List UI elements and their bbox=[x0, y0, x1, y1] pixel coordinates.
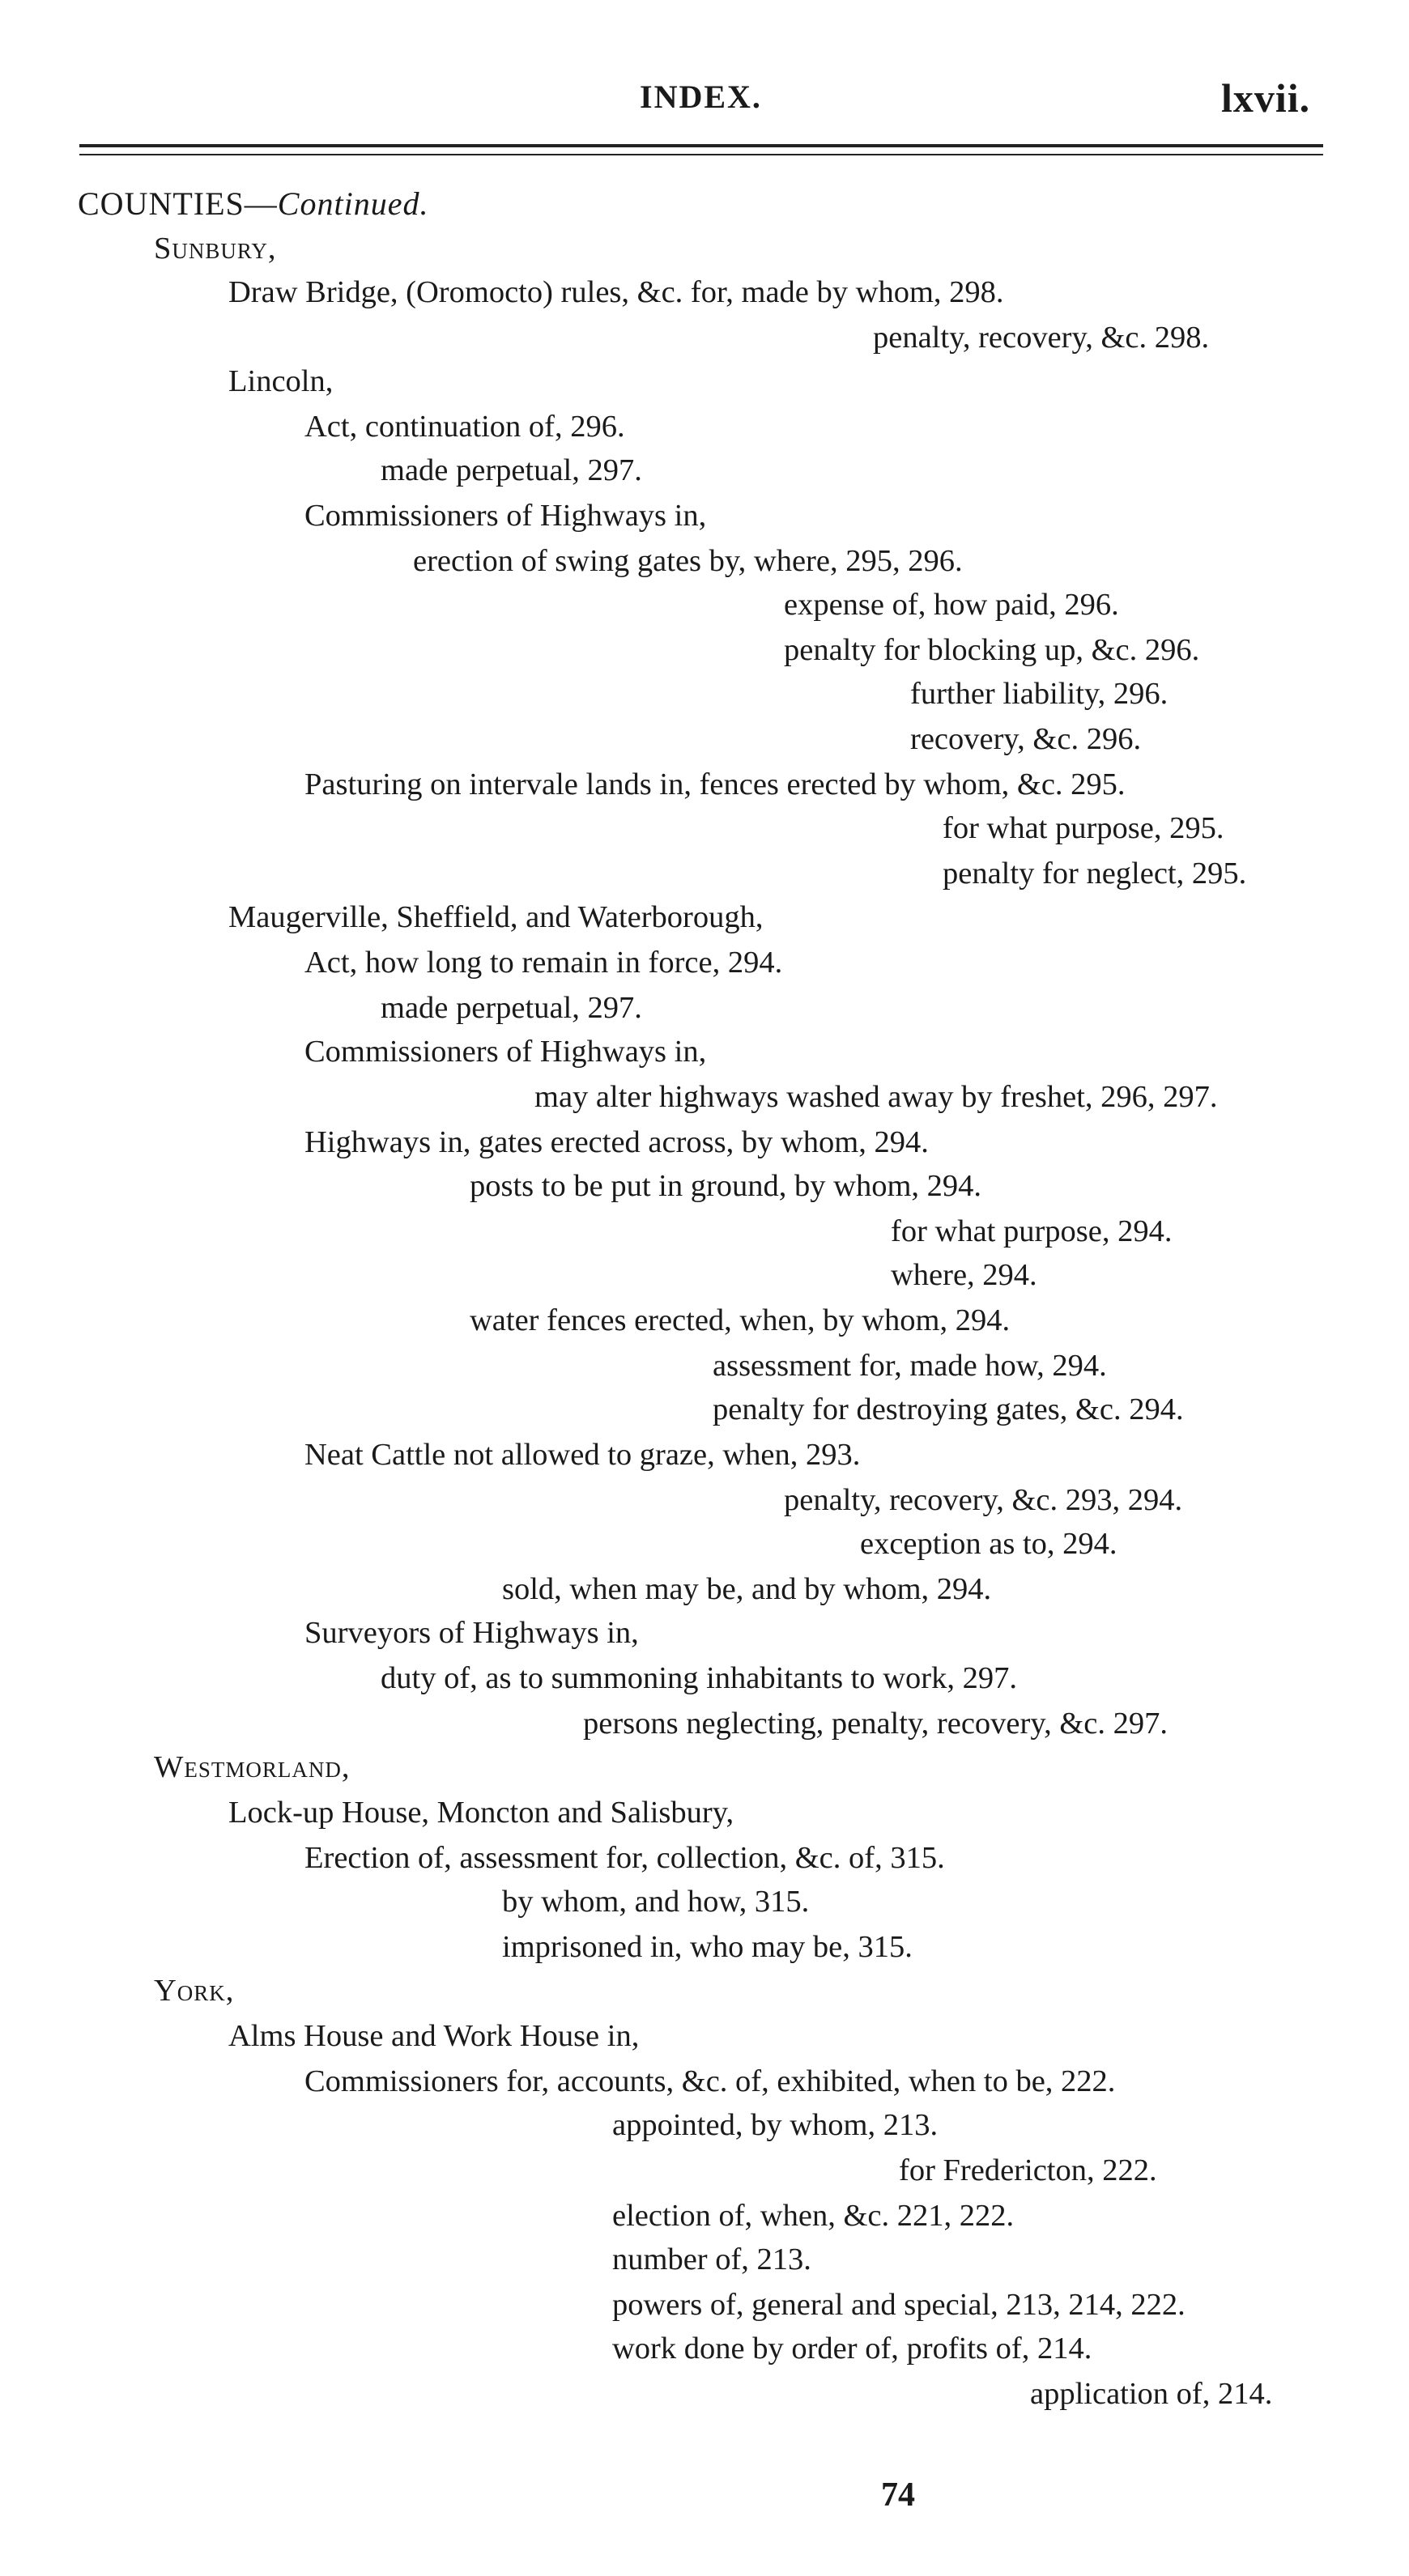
index-heading: COUNTIES—Continued. bbox=[78, 185, 429, 222]
index-entry: Act, continuation of, 296. bbox=[304, 410, 625, 444]
index-entry: Westmorland, bbox=[154, 1750, 351, 1784]
index-entry: Sunbury, bbox=[154, 232, 277, 266]
index-entry: Commissioners of Highways in, bbox=[304, 1035, 707, 1069]
index-entry: Neat Cattle not allowed to graze, when, 293. bbox=[304, 1438, 861, 1472]
index-entry: work done by order of, profits of, 214. bbox=[612, 2332, 1092, 2366]
index-entry: exception as to, 294. bbox=[860, 1527, 1117, 1561]
index-entry: for what purpose, 295. bbox=[943, 811, 1224, 845]
index-entry: made perpetual, 297. bbox=[381, 991, 642, 1025]
index-entry: penalty for destroying gates, &c. 294. bbox=[713, 1392, 1184, 1426]
index-entry: for what purpose, 294. bbox=[891, 1214, 1173, 1248]
index-entry: expense of, how paid, 296. bbox=[784, 588, 1119, 622]
index-entry: penalty for neglect, 295. bbox=[943, 857, 1247, 891]
index-entry: Maugerville, Sheffield, and Waterborough, bbox=[228, 900, 764, 934]
index-entry: Pasturing on intervale lands in, fences erected by whom, &c. 295. bbox=[304, 767, 1126, 801]
index-entry: Erection of, assessment for, collection, &c. of, 315. bbox=[304, 1841, 945, 1875]
index-entry: where, 294. bbox=[891, 1258, 1037, 1292]
header-rule-thick bbox=[79, 144, 1323, 147]
index-entry: made perpetual, 297. bbox=[381, 453, 642, 487]
index-entry: Lock-up House, Moncton and Salisbury, bbox=[228, 1796, 734, 1830]
index-entry: application of, 214. bbox=[1030, 2377, 1273, 2411]
index-entry: posts to be put in ground, by whom, 294. bbox=[470, 1169, 982, 1203]
index-entry: may alter highways washed away by freshet, 296, 297. bbox=[534, 1080, 1218, 1114]
index-entry: imprisoned in, who may be, 315. bbox=[502, 1930, 913, 1964]
index-entry: number of, 213. bbox=[612, 2242, 811, 2276]
index-entry: appointed, by whom, 213. bbox=[612, 2108, 939, 2142]
index-entry: powers of, general and special, 213, 214, 222. bbox=[612, 2288, 1186, 2322]
index-entry: recovery, &c. 296. bbox=[910, 722, 1142, 756]
header-rule-thin bbox=[79, 154, 1323, 155]
index-entry: duty of, as to summoning inhabitants to work, 297. bbox=[381, 1661, 1017, 1695]
index-entry: persons neglecting, penalty, recovery, &c. 297. bbox=[583, 1707, 1168, 1741]
index-entry: Highways in, gates erected across, by whom, 294. bbox=[304, 1125, 929, 1159]
index-entry: assessment for, made how, 294. bbox=[713, 1349, 1107, 1383]
index-entry: for Fredericton, 222. bbox=[899, 2153, 1157, 2187]
index-entry: penalty, recovery, &c. 293, 294. bbox=[784, 1483, 1183, 1517]
index-entry: Surveyors of Highways in, bbox=[304, 1616, 639, 1650]
index-entry: Commissioners of Highways in, bbox=[304, 499, 707, 533]
page-number-roman: lxvii. bbox=[1221, 75, 1311, 121]
index-entry: election of, when, &c. 221, 222. bbox=[612, 2199, 1015, 2233]
index-entry: Alms House and Work House in, bbox=[228, 2019, 640, 2053]
index-entry: further liability, 296. bbox=[910, 677, 1168, 711]
index-entry: penalty, recovery, &c. 298. bbox=[873, 321, 1210, 355]
index-entry: York, bbox=[154, 1974, 235, 2008]
index-entry: Act, how long to remain in force, 294. bbox=[304, 946, 783, 980]
signature-mark: 74 bbox=[881, 2476, 915, 2514]
index-entry: penalty for blocking up, &c. 296. bbox=[784, 633, 1200, 667]
index-entry: erection of swing gates by, where, 295, 296. bbox=[413, 544, 963, 578]
index-entry: water fences erected, when, by whom, 294. bbox=[470, 1303, 1011, 1337]
index-entry: Draw Bridge, (Oromocto) rules, &c. for, made by whom, 298. bbox=[228, 275, 1004, 309]
index-entry: by whom, and how, 315. bbox=[502, 1885, 810, 1919]
index-entry: Lincoln, bbox=[228, 364, 334, 398]
running-head-title: INDEX. bbox=[640, 79, 762, 115]
index-entry: Commissioners for, accounts, &c. of, exhibited, when to be, 222. bbox=[304, 2064, 1116, 2098]
index-entry: sold, when may be, and by whom, 294. bbox=[502, 1572, 992, 1606]
